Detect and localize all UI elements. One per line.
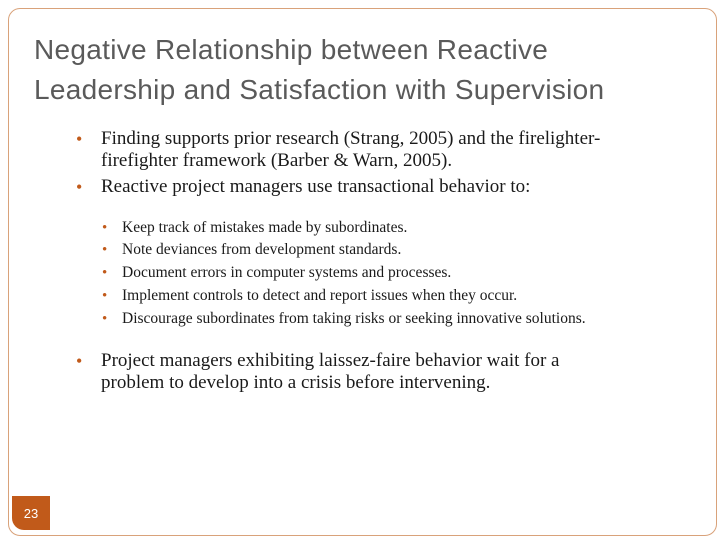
bullet-text-line: Reactive project managers use transactional behavior to: (101, 176, 531, 197)
sub-bullet-item (102, 310, 702, 328)
sub-bullet-text: Discourage subordinates from taking risks or seeking innovative solutions. (122, 310, 586, 327)
sub-bullet-item (102, 219, 702, 237)
bullet-text-line: Project managers exhibiting laissez-faire behavior wait for a (101, 350, 560, 371)
sub-bullet-text: Implement controls to detect and report issues when they occur. (122, 287, 518, 304)
sub-bullet-text: Note deviances from development standards. (122, 241, 402, 258)
bullet-item (76, 176, 686, 198)
sub-bullet-icon: • (102, 311, 108, 327)
sub-bullet-icon: • (102, 242, 108, 258)
sub-bullet-item (102, 287, 702, 305)
sub-bullet-icon: • (102, 288, 108, 304)
bullet-icon: • (76, 177, 83, 197)
sub-bullet-item (102, 264, 702, 282)
bullet-text-line: problem to develop into a crisis before intervening. (101, 372, 491, 393)
bullet-text-line: firefighter framework (Barber & Warn, 2005). (101, 150, 453, 171)
slide-number: 23 (12, 496, 50, 530)
sub-bullet-icon: • (102, 265, 108, 281)
sub-bullet-text: Keep track of mistakes made by subordinates. (122, 219, 408, 236)
bullet-icon: • (76, 129, 83, 149)
bullet-icon: • (76, 351, 83, 371)
sub-bullet-icon: • (102, 220, 108, 236)
slide-title-line-1: Negative Relationship between Reactive (34, 34, 549, 65)
bullet-item (76, 128, 686, 172)
bullet-item (76, 350, 686, 394)
bullet-text-line: Finding supports prior research (Strang, 2005) and the firelighter- (101, 128, 601, 149)
sub-bullet-item (102, 241, 702, 259)
slide-title-line-2: Leadership and Satisfaction with Supervision (34, 74, 605, 105)
sub-bullet-text: Document errors in computer systems and processes. (122, 264, 452, 281)
